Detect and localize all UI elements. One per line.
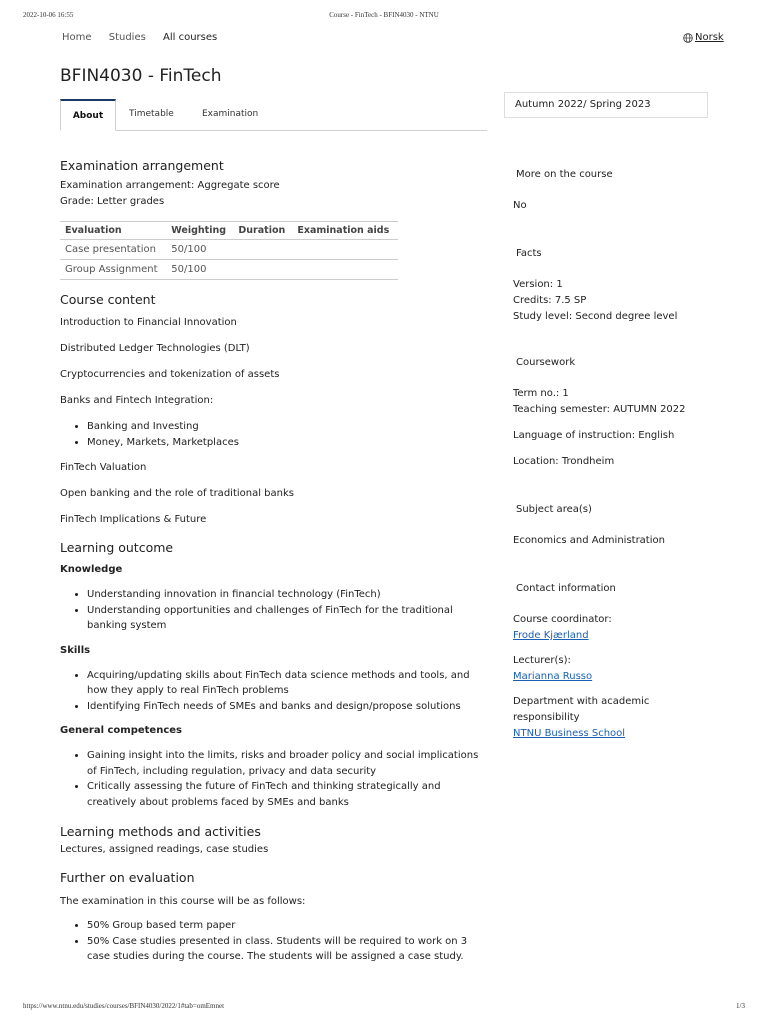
tab-timetable[interactable]: Timetable — [129, 109, 174, 119]
tab-about[interactable]: About — [60, 99, 116, 131]
sidebar — [513, 169, 723, 742]
lecturer-link[interactable]: Marianna Russo — [513, 671, 593, 682]
methods-text: Lectures, assigned readings, case studies — [60, 844, 269, 855]
subject-heading: Subject area(s) — [516, 504, 592, 515]
cell — [233, 240, 292, 260]
content-heading: Course content — [60, 292, 156, 307]
page-title: BFIN4030 - FinTech — [60, 66, 222, 86]
dept-link[interactable]: NTNU Business School — [513, 728, 626, 739]
coordinator-label: Course coordinator: — [513, 614, 612, 625]
content-bullets — [87, 419, 490, 450]
table-row — [60, 240, 398, 260]
facts-version: Version: 1 — [513, 279, 563, 290]
knowledge-label: Knowledge — [60, 564, 123, 575]
list-item: • Money, Markets, Marketplaces — [87, 435, 490, 451]
exam-grade: Grade: Letter grades — [60, 196, 165, 207]
print-doc-title: Course - FinTech - BFIN4030 - NTNU — [329, 11, 439, 19]
list-item: • Identifying FinTech needs of SMEs and banks and design/propose solutions — [87, 699, 490, 715]
language-switch[interactable] — [683, 32, 724, 43]
contact-heading: Contact information — [516, 583, 616, 594]
tab-bar — [60, 99, 487, 131]
more-heading: More on the course — [516, 169, 613, 180]
dept-label-line2: responsibility — [513, 712, 580, 723]
cell: 50/100 — [166, 240, 233, 260]
main-content — [60, 158, 490, 965]
list-item: • Gaining insight into the limits, risks and broader policy and social implications of FinTech, including regulation, privacy and data security — [87, 748, 490, 779]
list-item: • Understanding innovation in financial technology (FinTech) — [87, 587, 490, 603]
content-p6: Open banking and the role of traditional banks — [60, 488, 294, 499]
coursework-heading: Coursework — [516, 357, 576, 368]
nav-studies-link[interactable]: Studies — [108, 32, 146, 43]
cell: 50/100 — [166, 260, 233, 280]
list-item: • Acquiring/updating skills about FinTech data science methods and tools, and how they apply to real FinTech problems — [87, 668, 490, 699]
facts-level: Study level: Second degree level — [513, 311, 678, 322]
exam-table-header — [60, 222, 398, 240]
nav-all-courses-link[interactable]: All courses — [163, 32, 218, 43]
facts-credits: Credits: 7.5 SP — [513, 295, 587, 306]
coordinator-link[interactable]: Frode Kjærland — [513, 630, 589, 641]
knowledge-list — [87, 587, 490, 634]
semester-select[interactable]: Autumn 2022/ Spring 2023 — [504, 92, 708, 118]
coursework-term: Term no.: 1 — [513, 388, 569, 399]
col-weighting: Weighting — [166, 222, 233, 240]
list-item: • 50% Case studies presented in class. Students will be required to work on 3 case studies during the course. The students will be assigned a case study. — [87, 934, 490, 965]
print-url: https://www.ntnu.edu/studies/courses/BFIN4030/2022/1#tab=omEmnet — [23, 1002, 225, 1010]
list-item: • Understanding opportunities and challenges of FinTech for the traditional banking system — [87, 603, 490, 634]
list-item: • Banking and Investing — [87, 419, 490, 435]
content-p7: FinTech Implications & Future — [60, 514, 207, 525]
exam-arrangement: Examination arrangement: Aggregate score — [60, 180, 280, 191]
col-aids: Examination aids — [292, 222, 398, 240]
list-item: • 50% Group based term paper — [87, 918, 490, 934]
cell — [292, 260, 398, 280]
cell: Group Assignment — [60, 260, 166, 280]
further-intro: The examination in this course will be as follows: — [60, 896, 306, 907]
nav-home-link[interactable]: Home — [62, 32, 92, 43]
cell: Case presentation — [60, 240, 166, 260]
dept-label-line1: Department with academic — [513, 696, 650, 707]
coursework-teaching: Teaching semester: AUTUMN 2022 — [513, 404, 686, 415]
content-p3: Cryptocurrencies and tokenization of assets — [60, 369, 280, 380]
content-p4: Banks and Fintech Integration: — [60, 395, 214, 406]
coursework-location: Location: Trondheim — [513, 456, 615, 467]
tab-examination[interactable]: Examination — [202, 109, 259, 119]
skills-list — [87, 668, 490, 715]
globe-icon — [683, 33, 693, 43]
methods-heading: Learning methods and activities — [60, 824, 261, 839]
exam-table — [60, 221, 398, 280]
coursework-language: Language of instruction: English — [513, 430, 675, 441]
more-value: No — [513, 200, 527, 211]
content-p5: FinTech Valuation — [60, 462, 147, 473]
general-label: General competences — [60, 725, 182, 736]
col-evaluation: Evaluation — [60, 222, 166, 240]
skills-label: Skills — [60, 644, 91, 656]
further-heading: Further on evaluation — [60, 870, 195, 885]
breadcrumb-nav — [62, 32, 231, 43]
facts-heading: Facts — [516, 248, 542, 259]
table-row — [60, 260, 398, 280]
cell — [233, 260, 292, 280]
cell — [292, 240, 398, 260]
col-duration: Duration — [233, 222, 292, 240]
list-item: • Critically assessing the future of FinTech and thinking strategically and creatively about problems faced by SMEs and banks — [87, 779, 490, 810]
language-link[interactable]: Norsk — [695, 32, 724, 43]
print-datetime: 2022-10-06 16:55 — [23, 11, 74, 19]
outcome-heading: Learning outcome — [60, 540, 174, 555]
general-list — [87, 748, 490, 810]
further-list — [87, 918, 490, 965]
subject-value: Economics and Administration — [513, 535, 665, 546]
content-p1: Introduction to Financial Innovation — [60, 317, 237, 328]
content-p2: Distributed Ledger Technologies (DLT) — [60, 343, 250, 354]
exam-heading: Examination arrangement — [60, 158, 224, 173]
print-page-number: 1/3 — [736, 1002, 745, 1010]
lecturer-label: Lecturer(s): — [513, 655, 571, 666]
